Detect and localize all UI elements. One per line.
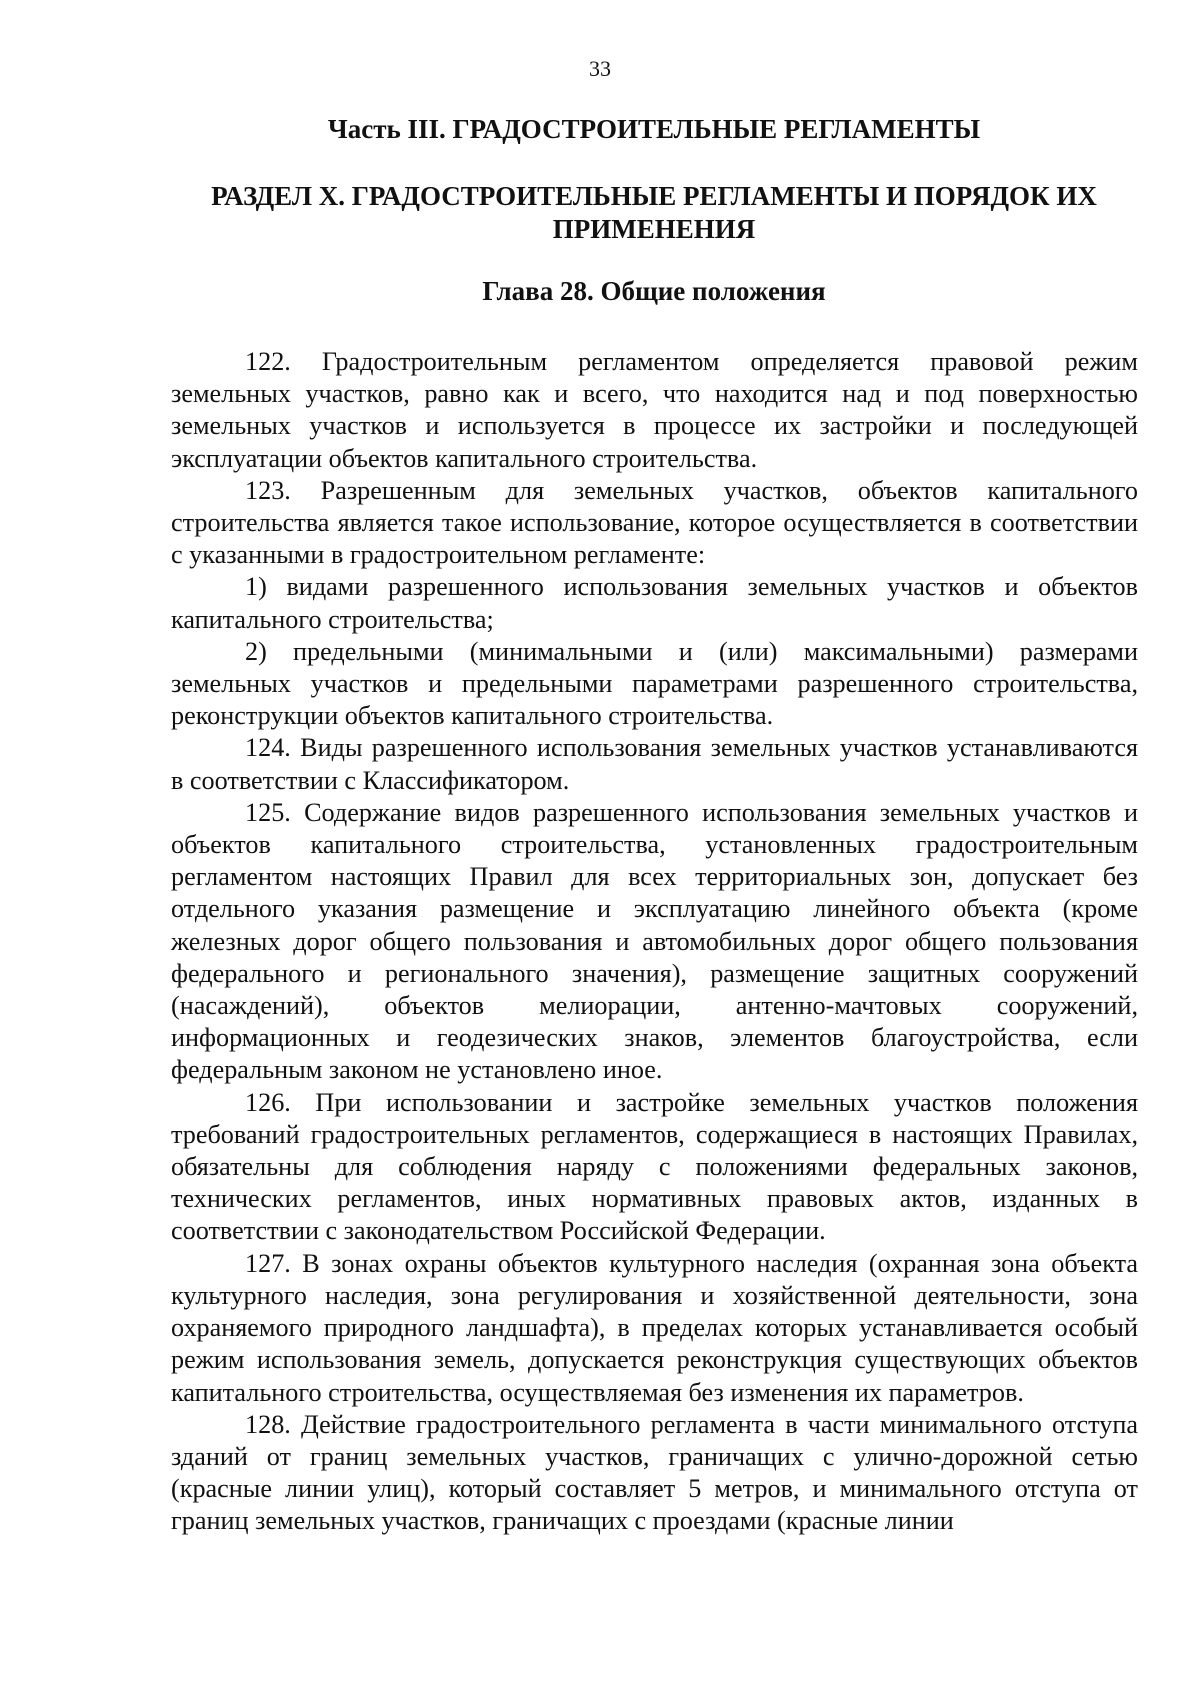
paragraph-127: 127. В зонах охраны объектов культурного наследия (охранная зона объекта культурного наследия, зона регулирования и хозяйственной деятельности, зона охраняемого природного ландшафта), в пределах которых устанавливается особый режим использования земель, допускается реконструкция существующих объектов капитального строительства, осуществляемая без изменения их параметров. — [171, 1248, 1138, 1407]
list-item-1: 1) видами разрешенного использования земельных участков и объектов капитального строительства; — [171, 572, 1138, 634]
section-heading: РАЗДЕЛ X. ГРАДОСТРОИТЕЛЬНЫЕ РЕГЛАМЕНТЫ И ПОРЯДОК ИХ ПРИМЕНЕНИЯ — [211, 181, 1097, 244]
paragraph-125: 125. Содержание видов разрешенного использования земельных участков и объектов капитального строительства, установленных градостроительным регламентом настоящих Правил для всех территориальных зон, допускает без отдельного указания размещение и эксплуатацию линейного объекта (кроме железных дорог общего пользования и автомобильных дорог общего пользования федерального и регионального значения), размещение защитных сооружений (насаждений), объектов мелиорации, антенно-мачтовых сооружений, информационных и геодезических знаков, элементов благоустройства, если федеральным законом не установлено иное. — [171, 797, 1138, 1085]
paragraph-128: 128. Действие градостроительного регламента в части минимального отступа зданий от границ земельных участков, граничащих с улично-дорожной сетью (красные линии улиц), который составляет 5 метров, и минимального отступа от границ земельных участков, граничащих с проездами (красные линии — [171, 1409, 1138, 1536]
page-number: 33 — [589, 56, 611, 81]
part-heading: Часть III. ГРАДОСТРОИТЕЛЬНЫЕ РЕГЛАМЕНТЫ — [327, 114, 981, 144]
paragraph-126: 126. При использовании и застройке земельных участков положения требований градостроительных регламентов, содержащиеся в настоящих Правилах, обязательны для соблюдения наряду с положениями федеральных законов, технических регламентов, иных нормативных правовых актов, изданных в соответствии с законодательством Российской Федерации. — [171, 1087, 1138, 1246]
document-body — [171, 346, 1138, 1538]
paragraph-122: 122. Градостроительным регламентом определяется правовой режим земельных участков, равно как и всего, что находится над и под поверхностью земельных участков и используется в процессе их застройки и последующей эксплуатации объектов капитального строительства. — [171, 347, 1138, 473]
chapter-heading: Глава 28. Общие положения — [482, 276, 826, 306]
list-item-2: 2) предельными (минимальными и (или) максимальными) размерами земельных участков и предельными параметрами разрешенного строительства, реконструкции объектов капитального строительства. — [171, 636, 1138, 731]
paragraph-124: 124. Виды разрешенного использования земельных участков устанавливаются в соответствии с Классификатором. — [171, 733, 1138, 795]
paragraph-123: 123. Разрешенным для земельных участков, объектов капитального строительства является такое использование, которое осуществляется в соответствии с указанными в градостроительном регламенте: — [171, 475, 1138, 570]
